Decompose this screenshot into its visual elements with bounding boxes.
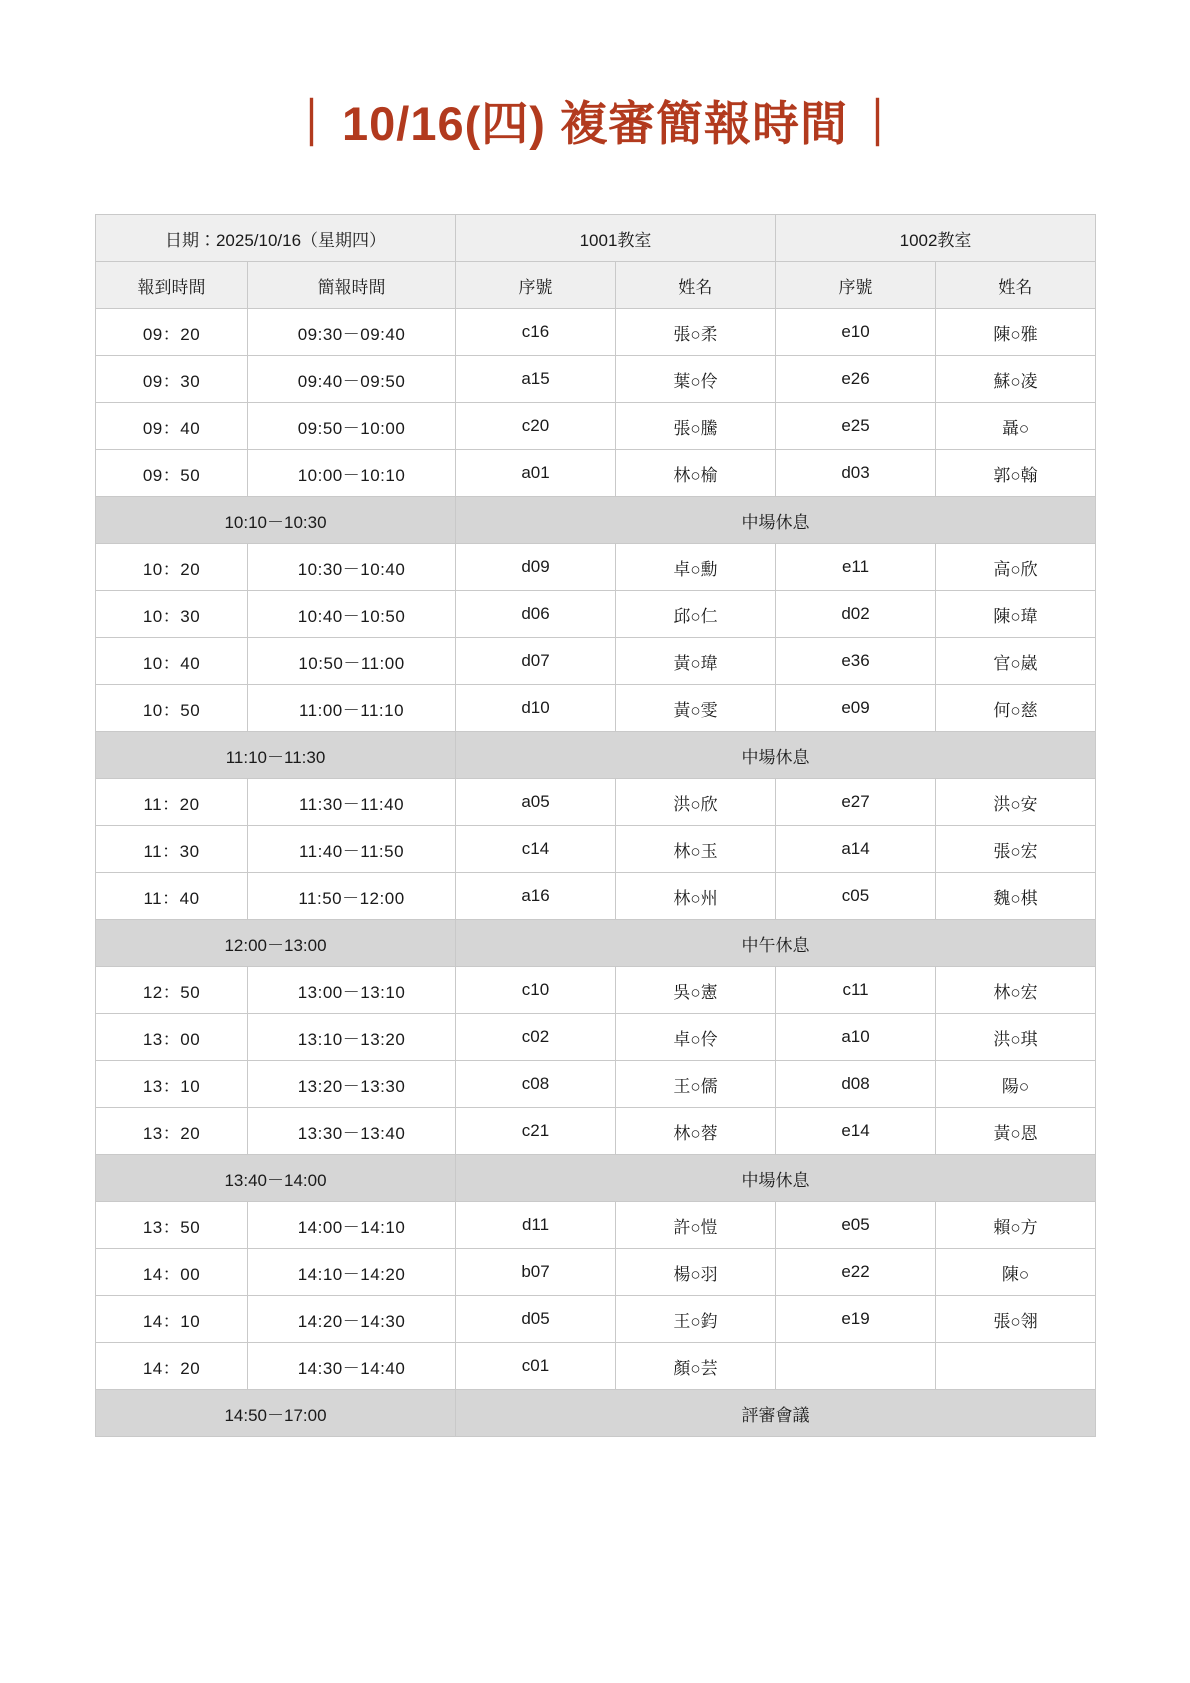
- table-row: [96, 685, 1096, 732]
- cell-brief-time: 10:40－10:50: [248, 591, 456, 638]
- header-room-1002: 1002教室: [776, 215, 1096, 262]
- break-row: [96, 920, 1096, 967]
- cell-name-1002: 洪○琪: [936, 1014, 1096, 1061]
- cell-id-1002: e25: [776, 403, 936, 450]
- table-row: [96, 873, 1096, 920]
- cell-report-time: 10：30: [96, 591, 248, 638]
- cell-report-time: 10：40: [96, 638, 248, 685]
- cell-id-1001: a05: [456, 779, 616, 826]
- page-title: [0, 0, 1190, 152]
- cell-name-1002: 陽○: [936, 1061, 1096, 1108]
- cell-name-1001: 葉○伶: [616, 356, 776, 403]
- break-row: [96, 497, 1096, 544]
- cell-id-1002: d08: [776, 1061, 936, 1108]
- table-header-row-top: [96, 215, 1096, 262]
- cell-name-1001: 顏○芸: [616, 1343, 776, 1390]
- table-row: [96, 309, 1096, 356]
- cell-name-1001: 林○蓉: [616, 1108, 776, 1155]
- cell-name-1001: 卓○勳: [616, 544, 776, 591]
- cell-brief-time: 11:00－11:10: [248, 685, 456, 732]
- cell-id-1001: c14: [456, 826, 616, 873]
- break-period: 14:50－17:00: [96, 1390, 456, 1437]
- cell-brief-time: 10:00－10:10: [248, 450, 456, 497]
- header-room-1001: 1001教室: [456, 215, 776, 262]
- cell-report-time: 13：10: [96, 1061, 248, 1108]
- cell-name-1002: 陳○: [936, 1249, 1096, 1296]
- cell-id-1001: c21: [456, 1108, 616, 1155]
- cell-name-1001: 黃○瑋: [616, 638, 776, 685]
- cell-id-1001: c08: [456, 1061, 616, 1108]
- cell-report-time: 13：00: [96, 1014, 248, 1061]
- cell-brief-time: 10:30－10:40: [248, 544, 456, 591]
- break-label: 評審會議: [456, 1390, 1096, 1437]
- table-row: [96, 826, 1096, 873]
- cell-brief-time: 14:00－14:10: [248, 1202, 456, 1249]
- cell-brief-time: 10:50－11:00: [248, 638, 456, 685]
- cell-id-1002: e22: [776, 1249, 936, 1296]
- cell-brief-time: 13:30－13:40: [248, 1108, 456, 1155]
- cell-name-1001: 王○鈞: [616, 1296, 776, 1343]
- table-row: [96, 779, 1096, 826]
- cell-report-time: 10：20: [96, 544, 248, 591]
- cell-id-1002: d03: [776, 450, 936, 497]
- cell-report-time: 09：30: [96, 356, 248, 403]
- cell-id-1002: a10: [776, 1014, 936, 1061]
- cell-brief-time: 09:40－09:50: [248, 356, 456, 403]
- table-row: [96, 967, 1096, 1014]
- table-row: [96, 1014, 1096, 1061]
- cell-id-1001: a01: [456, 450, 616, 497]
- break-label: 中場休息: [456, 1155, 1096, 1202]
- cell-id-1002: c05: [776, 873, 936, 920]
- cell-id-1001: b07: [456, 1249, 616, 1296]
- cell-name-1002: 林○宏: [936, 967, 1096, 1014]
- cell-name-1002: 高○欣: [936, 544, 1096, 591]
- table-head: [96, 215, 1096, 309]
- cell-id-1002: e36: [776, 638, 936, 685]
- cell-name-1002: 何○慈: [936, 685, 1096, 732]
- table-row: [96, 450, 1096, 497]
- cell-name-1002: 陳○雅: [936, 309, 1096, 356]
- cell-id-1001: a16: [456, 873, 616, 920]
- table-row: [96, 544, 1096, 591]
- cell-report-time: 11：20: [96, 779, 248, 826]
- cell-name-1002: 魏○棋: [936, 873, 1096, 920]
- cell-id-1002: c11: [776, 967, 936, 1014]
- table-body: [96, 309, 1096, 1437]
- cell-name-1002: 張○翎: [936, 1296, 1096, 1343]
- cell-name-1002: 張○宏: [936, 826, 1096, 873]
- cell-id-1001: c10: [456, 967, 616, 1014]
- cell-id-1002: e09: [776, 685, 936, 732]
- cell-name-1001: 張○騰: [616, 403, 776, 450]
- break-label: 中場休息: [456, 732, 1096, 779]
- cell-id-1001: c20: [456, 403, 616, 450]
- cell-name-1001: 洪○欣: [616, 779, 776, 826]
- cell-id-1002: e26: [776, 356, 936, 403]
- cell-name-1002: 陳○瑋: [936, 591, 1096, 638]
- cell-name-1001: 吳○憲: [616, 967, 776, 1014]
- header-name-1001: 姓名: [616, 262, 776, 309]
- cell-name-1001: 黃○雯: [616, 685, 776, 732]
- cell-report-time: 13：50: [96, 1202, 248, 1249]
- cell-brief-time: 09:50－10:00: [248, 403, 456, 450]
- cell-id-1001: d07: [456, 638, 616, 685]
- cell-id-1002: [776, 1343, 936, 1390]
- cell-id-1002: e05: [776, 1202, 936, 1249]
- cell-name-1002: 蘇○凌: [936, 356, 1096, 403]
- cell-name-1002: 賴○方: [936, 1202, 1096, 1249]
- cell-name-1001: 林○玉: [616, 826, 776, 873]
- cell-id-1001: d11: [456, 1202, 616, 1249]
- cell-brief-time: 11:50－12:00: [248, 873, 456, 920]
- cell-brief-time: 09:30－09:40: [248, 309, 456, 356]
- cell-id-1002: e14: [776, 1108, 936, 1155]
- table-row: [96, 1202, 1096, 1249]
- cell-brief-time: 11:40－11:50: [248, 826, 456, 873]
- header-date-label: 日期：2025/10/16（星期四）: [96, 215, 456, 262]
- break-period: 13:40－14:00: [96, 1155, 456, 1202]
- break-label: 中午休息: [456, 920, 1096, 967]
- break-row: [96, 1390, 1096, 1437]
- cell-id-1001: c01: [456, 1343, 616, 1390]
- break-row: [96, 732, 1096, 779]
- table-row: [96, 1296, 1096, 1343]
- break-period: 12:00－13:00: [96, 920, 456, 967]
- break-period: 11:10－11:30: [96, 732, 456, 779]
- cell-report-time: 14：10: [96, 1296, 248, 1343]
- cell-name-1002: 郭○翰: [936, 450, 1096, 497]
- cell-report-time: 10：50: [96, 685, 248, 732]
- table-row: [96, 591, 1096, 638]
- title-left-bar: ｜: [288, 97, 336, 150]
- cell-id-1002: e11: [776, 544, 936, 591]
- cell-name-1001: 楊○羽: [616, 1249, 776, 1296]
- cell-report-time: 14：00: [96, 1249, 248, 1296]
- cell-report-time: 09：40: [96, 403, 248, 450]
- cell-brief-time: 13:20－13:30: [248, 1061, 456, 1108]
- cell-name-1002: 黃○恩: [936, 1108, 1096, 1155]
- cell-id-1001: d06: [456, 591, 616, 638]
- cell-brief-time: 14:30－14:40: [248, 1343, 456, 1390]
- title-right-bar: ｜: [853, 97, 902, 150]
- cell-name-1002: 聶○: [936, 403, 1096, 450]
- table-row: [96, 638, 1096, 685]
- cell-report-time: 09：20: [96, 309, 248, 356]
- cell-report-time: 14：20: [96, 1343, 248, 1390]
- cell-name-1001: 王○儒: [616, 1061, 776, 1108]
- schedule-table-wrap: [95, 214, 1095, 1437]
- cell-name-1001: 卓○伶: [616, 1014, 776, 1061]
- cell-report-time: 09：50: [96, 450, 248, 497]
- cell-id-1001: d05: [456, 1296, 616, 1343]
- cell-id-1001: a15: [456, 356, 616, 403]
- cell-name-1002: 官○崴: [936, 638, 1096, 685]
- table-row: [96, 1249, 1096, 1296]
- cell-id-1001: d09: [456, 544, 616, 591]
- table-header-row-columns: [96, 262, 1096, 309]
- break-period: 10:10－10:30: [96, 497, 456, 544]
- cell-id-1001: c16: [456, 309, 616, 356]
- header-id-1001: 序號: [456, 262, 616, 309]
- cell-report-time: 11：40: [96, 873, 248, 920]
- cell-name-1002: [936, 1343, 1096, 1390]
- cell-brief-time: 14:20－14:30: [248, 1296, 456, 1343]
- cell-id-1001: d10: [456, 685, 616, 732]
- table-row: [96, 1343, 1096, 1390]
- page-title-text: [282, 96, 908, 152]
- cell-id-1002: e19: [776, 1296, 936, 1343]
- cell-name-1001: 林○榆: [616, 450, 776, 497]
- cell-report-time: 11：30: [96, 826, 248, 873]
- break-label: 中場休息: [456, 497, 1096, 544]
- cell-id-1002: a14: [776, 826, 936, 873]
- header-brief-time: 簡報時間: [248, 262, 456, 309]
- cell-name-1001: 張○柔: [616, 309, 776, 356]
- cell-brief-time: 13:00－13:10: [248, 967, 456, 1014]
- table-row: [96, 1061, 1096, 1108]
- cell-report-time: 13：20: [96, 1108, 248, 1155]
- table-row: [96, 356, 1096, 403]
- cell-id-1002: d02: [776, 591, 936, 638]
- header-id-1002: 序號: [776, 262, 936, 309]
- header-name-1002: 姓名: [936, 262, 1096, 309]
- table-row: [96, 1108, 1096, 1155]
- cell-id-1002: e10: [776, 309, 936, 356]
- schedule-table: [95, 214, 1096, 1437]
- title-main: 10/16(四) 複審簡報時間: [342, 97, 848, 150]
- cell-brief-time: 13:10－13:20: [248, 1014, 456, 1061]
- cell-brief-time: 11:30－11:40: [248, 779, 456, 826]
- header-report-time: 報到時間: [96, 262, 248, 309]
- cell-name-1001: 林○州: [616, 873, 776, 920]
- cell-name-1002: 洪○安: [936, 779, 1096, 826]
- cell-name-1001: 許○愷: [616, 1202, 776, 1249]
- cell-brief-time: 14:10－14:20: [248, 1249, 456, 1296]
- cell-report-time: 12：50: [96, 967, 248, 1014]
- break-row: [96, 1155, 1096, 1202]
- cell-id-1001: c02: [456, 1014, 616, 1061]
- cell-name-1001: 邱○仁: [616, 591, 776, 638]
- table-row: [96, 403, 1096, 450]
- cell-id-1002: e27: [776, 779, 936, 826]
